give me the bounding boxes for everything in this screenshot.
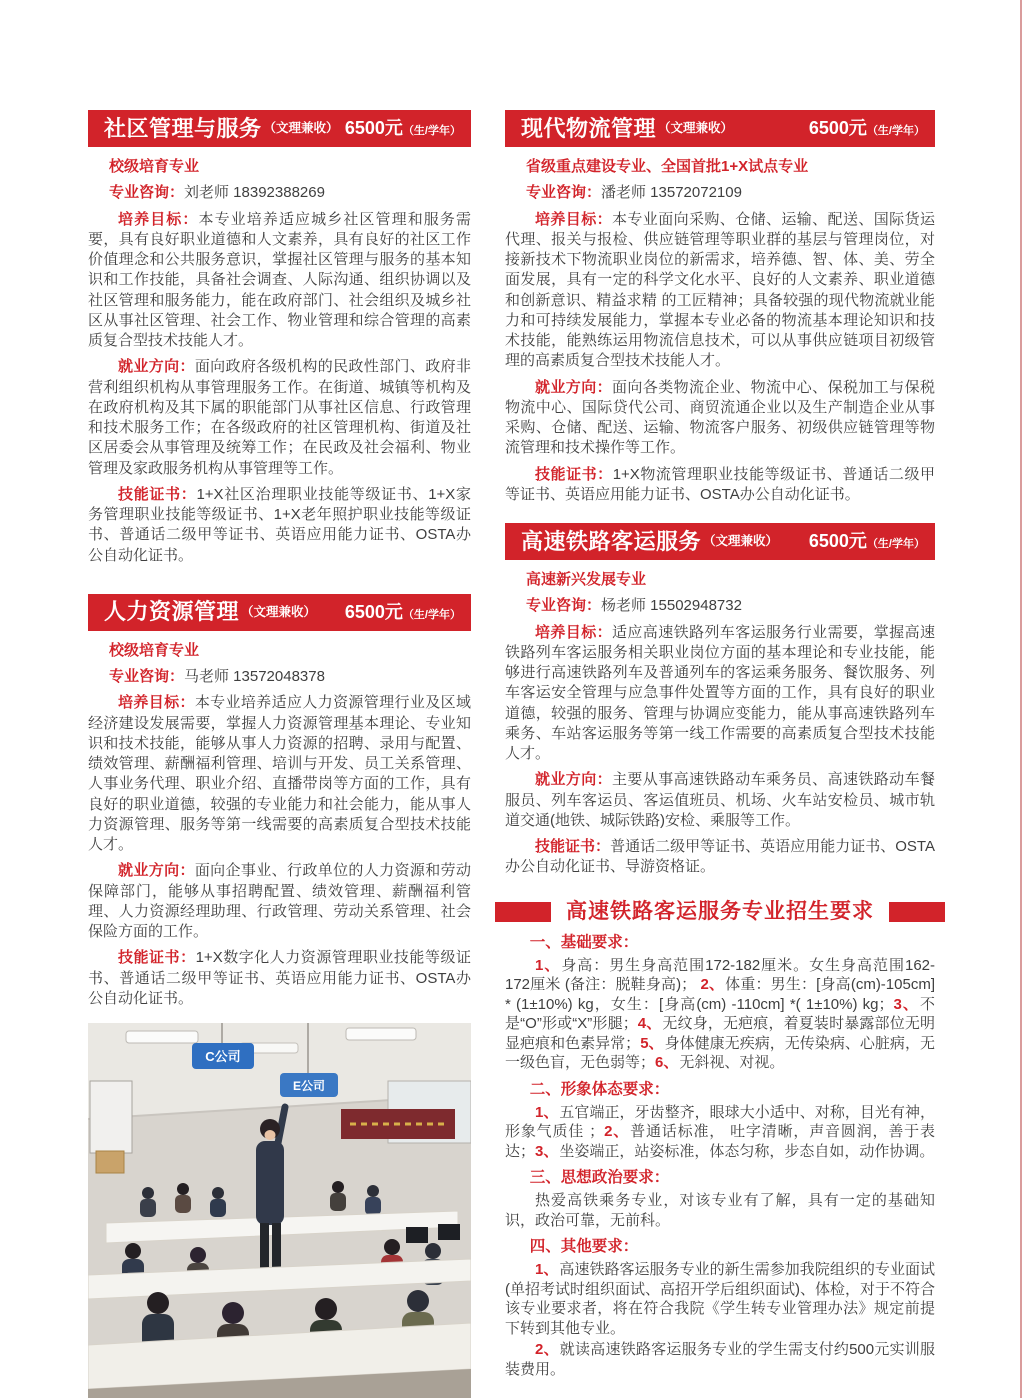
program-header-bar (505, 523, 935, 560)
program-goal (505, 623, 935, 765)
title-left-bar-decoration (495, 902, 551, 922)
cert-text: 1+X数字化人力资源管理职业技能等级证书、普通话二级甲等证书、英语应用能力证书、OSTA办公自动化证书。 (88, 949, 471, 1007)
program-feature: 高速新兴发展专业 (526, 571, 647, 588)
program-title: 社区管理与服务 (104, 115, 262, 141)
req-para-political: 热爱高铁乘务专业，对该专业有了解，具有一定的基础知识，政治可靠，无前科。 (505, 1192, 935, 1229)
consult-value: 马老师 13572048378 (184, 668, 325, 685)
tuition-unit: （生/学年） (402, 609, 461, 622)
program-cert (505, 465, 935, 506)
program-title: 人力资源管理 (104, 599, 240, 625)
tuition-price: 6500元 (344, 118, 403, 139)
program-high-speed-rail (505, 523, 935, 878)
program-cert (88, 485, 471, 566)
career-label: 就业方向： (535, 378, 612, 396)
goal-text: 本专业面向采购、仓储、运输、配送、国际货运代理、报关与报检、供应链管理等职业群的基层与管理岗位，对接新技术下物流职业岗位的新需求，培养德、智、体、美、劳全面发展，具有一定的科学文化水平、良好的人文素养、职业道德和创新意识、精益求精 的工匠精神；具备较强的现代物流就业能力和可持续发展能力，掌握本专业必备的物流基本理论知识和技术技能，能熟练运用物流信息技术，可以从事供应链项目初级管理的高素质复合型技术技能人才。 (505, 210, 935, 370)
req-para-appearance: 1、五官端正，牙齿整齐，眼球大小适中、对称，目光有神，形象气质佳 ；2、普通话标准， 吐字清晰，声音圆润，善于表达；3、坐姿端正，站姿标准，体态匀称，步态自如，动作协调。 (505, 1103, 936, 1160)
cert-label: 技能证书： (118, 485, 197, 503)
program-title: 现代物流管理 (521, 115, 657, 141)
program-title: 高速铁路客运服务 (521, 528, 702, 554)
program-admit-note: （文理兼收） (263, 121, 339, 136)
goal-text: 适应高速铁路列车客运服务行业需要，掌握高速铁路列车客运服务相关职业岗位方面的基本理论和专业技能，能够进行高速铁路列车及普通列车的客运乘务服务、餐饮服务、列车客运安全管理与应急事件处置等方面的工作，具有良好的职业道德，较强的服务、管理与协调应变能力，能从事高速铁路列车乘务、车站客运服务等第一线工作需要的高素质复合型技术技能人才。 (505, 623, 935, 762)
program-feature: 校级培育专业 (109, 158, 200, 175)
consult-label: 专业咨询： (526, 184, 602, 202)
goal-text: 本专业培养适应人力资源管理行业及区域经济建设发展需要，掌握人力资源管理基本理论、专业知识和技术技能，能够从事人力资源的招聘、录用与配置、绩效管理、薪酬福利管理、培训与开发、员工关系管理、人事业务代理、职业介绍、直播带岗等方面的工作，具有良好的职业道德，较强的专业能力和社会能力，能从事人力资源管理、服务等第一线需要的高素质复合型技术技能人才。 (88, 694, 471, 853)
classroom-photo (88, 1023, 471, 1398)
consult-value: 杨老师 15502948732 (601, 597, 742, 615)
program-consult-line (526, 596, 935, 616)
requirements-title: 高速铁路客运服务专业招生要求 (566, 899, 874, 923)
consult-value: 潘老师 13572072109 (601, 184, 742, 202)
goal-label: 培养目标： (118, 694, 195, 712)
program-modern-logistics (505, 110, 935, 505)
program-career (88, 861, 471, 942)
goal-label: 培养目标： (535, 623, 612, 641)
program-admit-note: （文理兼收） (658, 121, 734, 136)
program-career (88, 357, 471, 479)
title-right-bar-decoration (889, 902, 945, 922)
cert-text: 1+X社区治理职业技能等级证书、1+X家务管理职业技能等级证书、1+X老年照护职业技能等级证书、普通话二级甲等证书、英语应用能力证书、OSTA办公自动化证书。 (88, 485, 471, 564)
admission-requirements (505, 898, 935, 1380)
consult-label: 专业咨询： (526, 597, 602, 615)
program-header-bar (505, 110, 935, 147)
program-career (505, 378, 935, 459)
program-tuition (345, 600, 461, 624)
program-admit-note: （文理兼收） (703, 534, 779, 549)
cert-label: 技能证书： (535, 465, 613, 483)
program-tuition (809, 116, 925, 140)
goal-label: 培养目标： (118, 210, 199, 228)
career-label: 就业方向： (535, 771, 612, 789)
program-tuition (809, 529, 925, 553)
program-consult-line (526, 183, 935, 203)
consult-label: 专业咨询： (109, 184, 185, 202)
program-consult-line (109, 667, 471, 687)
req-para-other-1: 1、高速铁路客运服务专业的新生需参加我院组织的专业面试(单招考试时组织面试、高招开学后组织面试)、体检，对于不符合该专业要求者，将在符合我院《学生转专业管理办法》规定前提下转到其他专业。 (505, 1261, 936, 1337)
career-text: 面向政府各级机构的民政性部门、政府非营利组织机构从事管理服务工作。在街道、城镇等机构及在政府机构及其下属的职能部门从事社区信息、行政管理和技术服务工作；在各级政府的社区管理机构、街道及社区居委会从事管理及统筹工作；在民政及社会福利、物业管理及家政服务机构从事管理等工作。 (88, 358, 471, 477)
career-label: 就业方向： (118, 862, 195, 880)
consult-value: 刘老师 18392388269 (184, 184, 325, 202)
career-label: 就业方向： (118, 358, 195, 376)
page-edge-line (1020, 0, 1022, 1398)
red-wall-banner (341, 1109, 455, 1139)
req-heading-other: 四、其他要求： (529, 1238, 639, 1256)
goal-text: 本专业培养适应城乡社区管理和服务需要，具有良好职业道德和人文素养，具有良好的社区工作价值理念和公共服务意识，掌握社区管理与服务的基本知识和工作技能，具备社会调查、人际沟通、组织协调以及社区管理和服务能力，能在政府部门、社会组织及城乡社区从事社区管理、社会工作、物业管理和综合管理的高素质复合型技术技能人才。 (88, 210, 471, 349)
sign-c-label: C公司 (205, 1049, 241, 1064)
program-goal (88, 210, 471, 352)
program-community-management (88, 110, 471, 566)
tuition-price: 6500元 (808, 531, 867, 552)
consult-label: 专业咨询： (109, 668, 185, 685)
tuition-unit: （生/学年） (866, 538, 925, 551)
tuition-price: 6500元 (808, 118, 867, 139)
cert-text: 1+X物流管理职业技能等级证书、普通话二级甲等证书、英语应用能力证书、OSTA办公自动化证书。 (505, 465, 935, 503)
program-tuition (345, 116, 461, 140)
program-cert (88, 948, 471, 1009)
program-goal (88, 693, 471, 855)
program-header-bar (88, 594, 471, 631)
sign-e-label: E公司 (292, 1079, 326, 1093)
whiteboard (90, 1081, 132, 1153)
program-goal (505, 210, 935, 372)
program-consult-line (109, 183, 471, 203)
program-admit-note: （文理兼收） (241, 604, 317, 619)
career-text: 主要从事高速铁路动车乘务员、高速铁路动车餐服员、列车客运员、客运值班员、机场、火车站安检员、城市轨道交通(地铁、城际铁路)安检、乘服等工作。 (505, 771, 935, 829)
req-heading-appearance: 二、形象体态要求： (529, 1080, 670, 1098)
goal-label: 培养目标： (535, 210, 612, 228)
req-para-basic: 1、身高：男生身高范围172-182厘米。女生身高范围162-172厘米 (备注：脱鞋身高)； 2、体重：男生：[身高(cm)-105cm] * (1±10%) kg，女生：[身高(cm) -110cm] *( 1±10%) kg；3、不是“O”形或“X”形腿；4、无纹身，无疤痕，着夏装时暴露部位无明显疤痕和色素异常；5、身体健康无疾病，无传染病、心脏病，无一级色盲，无色弱等；6、无斜视、对视。 (505, 956, 936, 1072)
tuition-unit: （生/学年） (402, 125, 461, 138)
career-text: 面向企事业、行政单位的人力资源和劳动保障部门，能够从事招聘配置、绩效管理、薪酬福利管理、人力资源经理助理、行政管理、劳动关系管理、社会保险方面的工作。 (88, 862, 471, 940)
left-column (88, 110, 471, 1398)
program-career (505, 770, 935, 831)
career-text: 面向各类物流企业、物流中心、保税加工与保税物流中心、国际贷代公司、商贸流通企业以及生产制造企业从事采购、仓储、配送、运输、物流客户服务、初级供应链管理等物流管理和技术操作等工作。 (505, 378, 935, 457)
program-header-bar (88, 110, 471, 147)
tuition-price: 6500元 (344, 602, 403, 623)
program-feature: 省级重点建设专业、全国首批1+X试点专业 (526, 158, 809, 175)
cert-text: 普通话二级甲等证书、英语应用能力证书、OSTA办公自动化证书、导游资格证。 (505, 838, 935, 876)
req-para-other-2: 2、就读高速铁路客运服务专业的学生需支付约500元实训服装费用。 (505, 1341, 936, 1378)
program-feature: 校级培育专业 (109, 641, 200, 659)
right-column (505, 110, 935, 1379)
program-human-resources (88, 594, 471, 1009)
req-heading-political: 三、思想政治要求： (529, 1169, 670, 1187)
cert-label: 技能证书： (118, 949, 196, 967)
requirements-title-row (505, 898, 935, 926)
cert-label: 技能证书： (535, 838, 611, 855)
tuition-unit: （生/学年） (866, 125, 925, 138)
cardboard-box (96, 1151, 124, 1173)
req-heading-basic: 一、基础要求： (529, 933, 639, 951)
program-cert (505, 837, 935, 878)
